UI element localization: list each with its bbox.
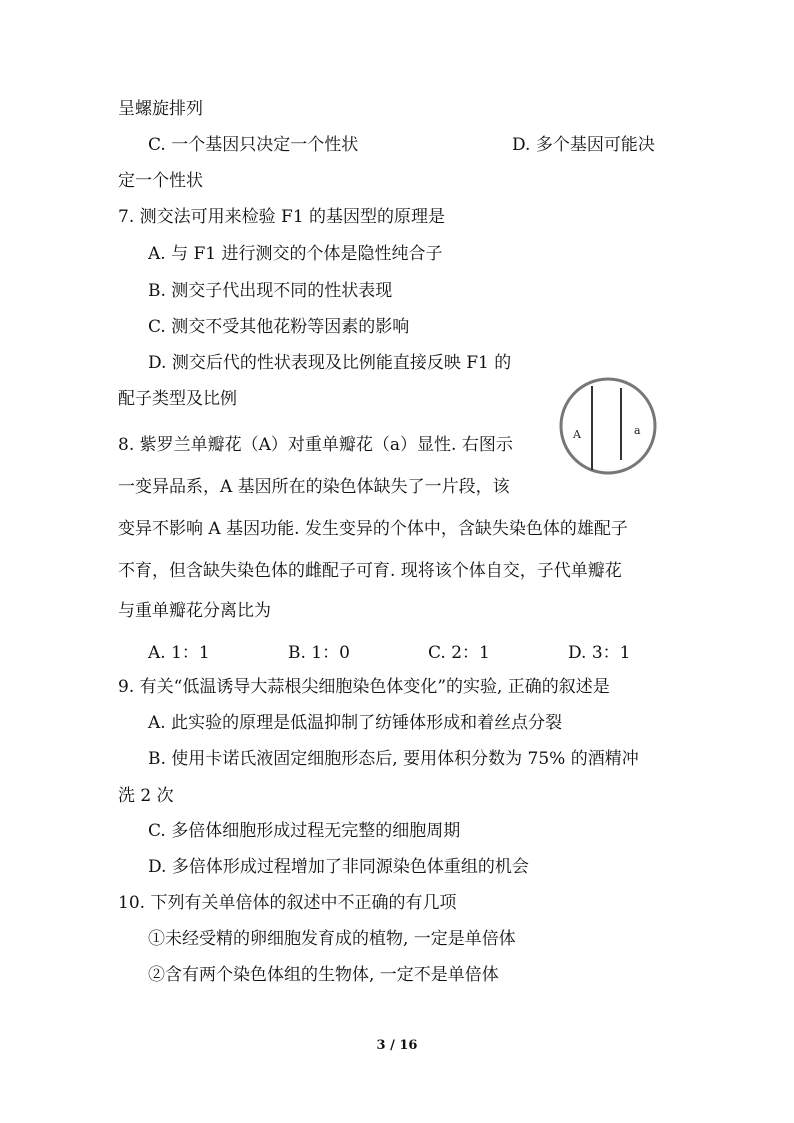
statement-2: ②含有两个染色体组的生物体, 一定不是单倍体	[148, 965, 499, 985]
question-8: 8. 紫罗兰单瓣花（A）对重单瓣花（a）显性. 右图示	[118, 435, 513, 455]
text-line: 与重单瓣花分离比为	[118, 601, 271, 621]
question-9: 9. 有关“低温诱导大蒜根尖细胞染色体变化”的实验, 正确的叙述是	[118, 677, 610, 697]
question-7: 7. 测交法可用来检验 F1 的基因型的原理是	[118, 207, 446, 227]
option-b: B. 使用卡诺氏液固定细胞形态后, 要用体积分数为 75% 的酒精冲	[148, 749, 639, 769]
question-10: 10. 下列有关单倍体的叙述中不正确的有几项	[118, 893, 457, 913]
option-d: D. 多倍体形成过程增加了非同源染色体重组的机会	[148, 857, 529, 877]
text-line: 呈螺旋排列	[118, 99, 203, 119]
option-c: C. 2：1	[428, 643, 490, 663]
label-a-upper: A	[573, 428, 581, 441]
statement-1: ①未经受精的卵细胞发育成的植物, 一定是单倍体	[148, 929, 516, 949]
option-a: A. 此实验的原理是低温抑制了纺锤体形成和着丝点分裂	[148, 713, 563, 733]
text-line: 洗 2 次	[118, 786, 174, 806]
text-line: 一变异品系，A 基因所在的染色体缺失了一片段，该	[118, 477, 510, 497]
text-line: 配子类型及比例	[118, 389, 237, 409]
option-a: A. 与 F1 进行测交的个体是隐性纯合子	[148, 244, 443, 264]
option-c: C. 一个基因只决定一个性状	[148, 135, 359, 155]
text-line: 变异不影响 A 基因功能. 发生变异的个体中，含缺失染色体的雄配子	[118, 519, 628, 539]
chromosome-figure	[558, 376, 658, 476]
option-a: A. 1：1	[148, 643, 210, 663]
label-a-lower: a	[634, 424, 641, 437]
option-b: B. 1：0	[288, 643, 350, 663]
option-b: B. 测交子代出现不同的性状表现	[148, 281, 393, 301]
option-d: D. 多个基因可能决	[512, 135, 655, 155]
option-d: D. 3：1	[568, 643, 631, 663]
cell-outline	[561, 379, 655, 473]
text-line: 不育，但含缺失染色体的雌配子可育. 现将该个体自交，子代单瓣花	[118, 561, 622, 581]
option-c: C. 测交不受其他花粉等因素的影响	[148, 317, 410, 337]
option-c: C. 多倍体细胞形成过程无完整的细胞周期	[148, 821, 461, 841]
page-number: 3 / 16	[376, 1038, 418, 1053]
text-line: 定一个性状	[118, 171, 203, 191]
option-d: D. 测交后代的性状表现及比例能直接反映 F1 的	[148, 353, 512, 373]
